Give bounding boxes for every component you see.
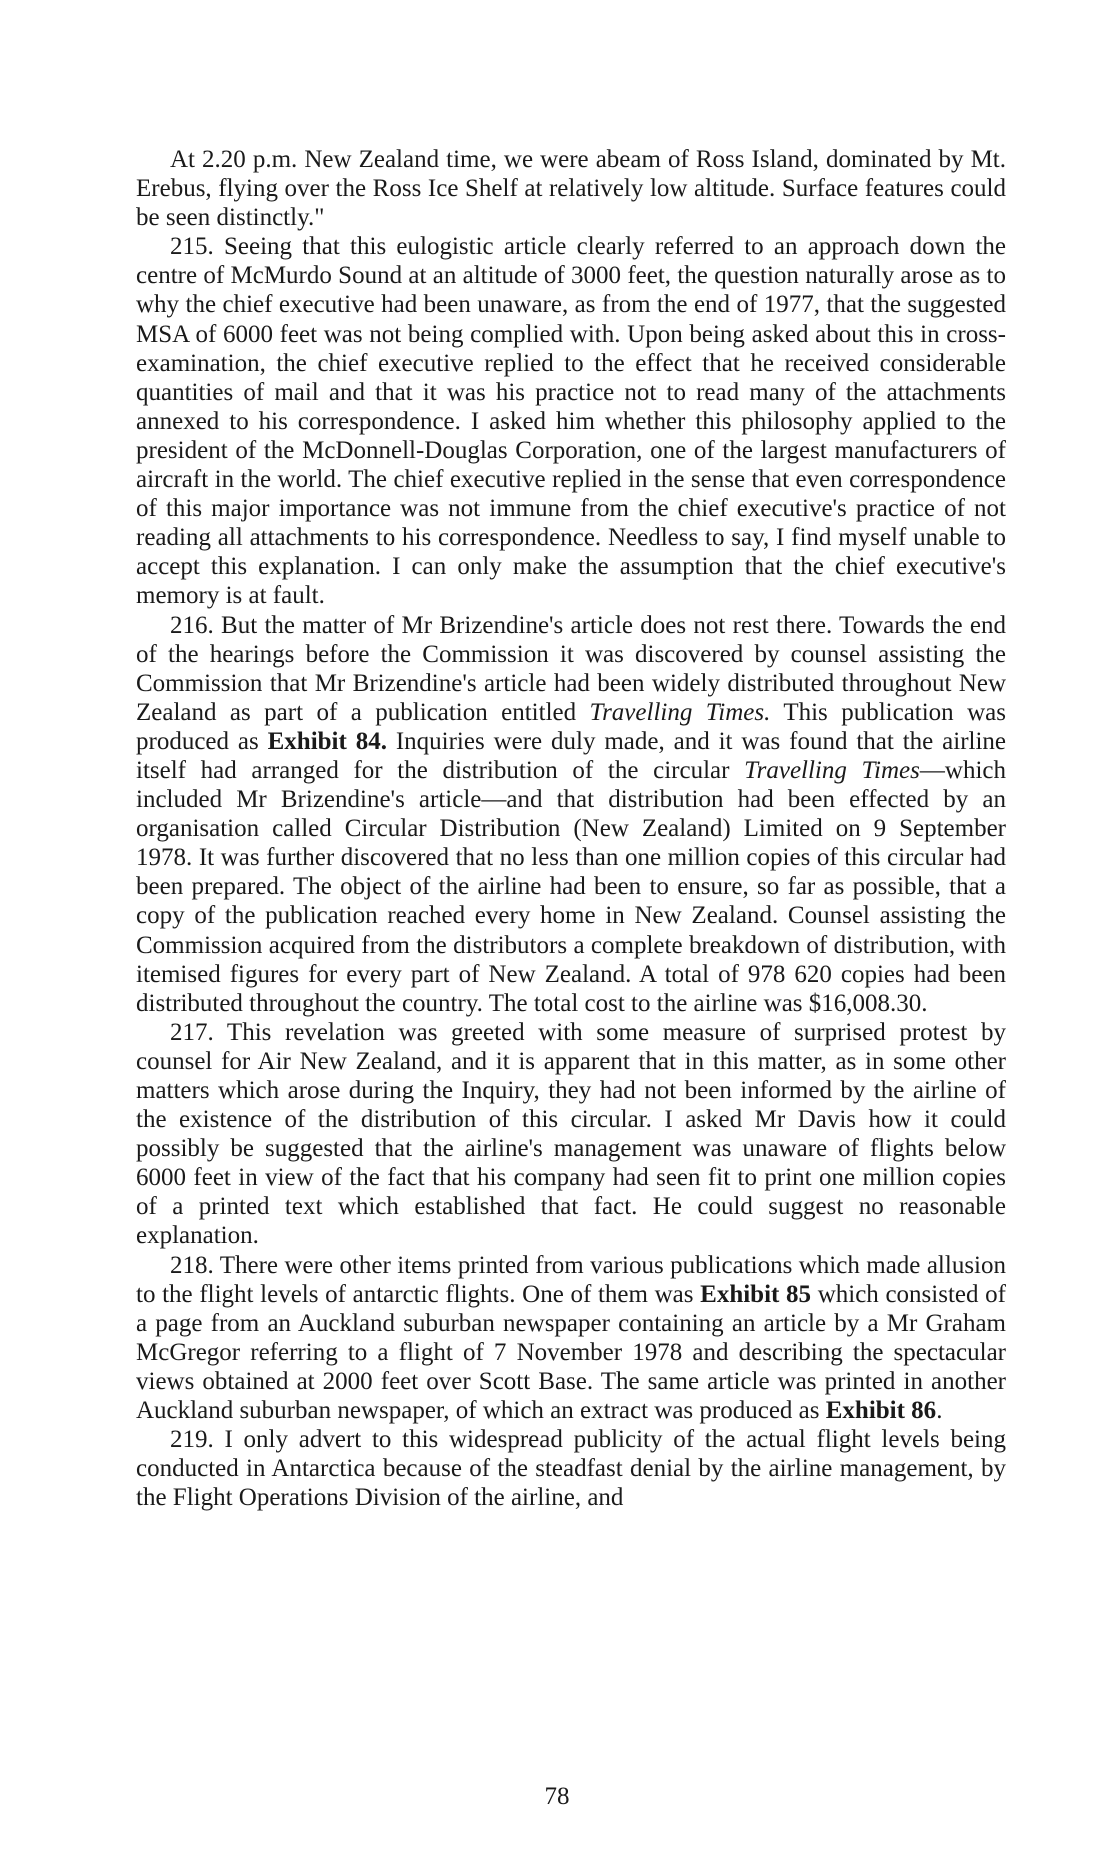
paragraph-219-text: 219. I only advert to this widespread publicity of the actual flight levels being conducted in Antarctica because of the steadfast denial by the airline management, by the Flight Operations Division of the airline, and [136,1426,1006,1512]
paragraph-216-part2: This publication was produced as [136,698,1006,755]
quote-text: At 2.20 p.m. New Zealand time, we were abeam of Ross Island, dominated by Mt. Erebus, flying over the Ross Ice Shelf at relatively low altitude. Surface features could be seen distinctly." [136,146,1006,232]
paragraph-215-text: 215. Seeing that this eulogistic article clearly referred to an approach down the centre of McMurdo Sound at an altitude of 3000 feet, the question naturally arose as to why the chief executive had been unaware, as from the end of 1977, that the suggested MSA of 6000 feet was not being complied with. Upon being asked about this in cross-examination, the chief executive replied to the effect that he received considerable quantities of mail and that it was his practice not to read many of the attachments annexed to his correspondence. I asked him whether this philosophy applied to the president of the McDonnell-Douglas Corporation, one of the largest manufacturers of aircraft in the world. The chief executive replied in the sense that even correspondence of this major importance was not immune from the chief executive's practice of not reading all attachments to his correspondence. Needless to say, I find myself unable to accept this explanation. I can only make the assumption that the chief executive's memory is at fault. [136,233,1006,610]
paragraph-218-part3: . [936,1397,943,1425]
paragraph-217-text: 217. This revelation was greeted with some measure of surprised protest by counsel for Air New Zealand, and it is apparent that in this matter, as in some other matters which arose during the Inquiry, they had not been informed by the airline of the existence of the distribution of this circular. I asked Mr Davis how it could possibly be suggested that the airline's management was unaware of flights below 6000 feet in view of the fact that his company had seen fit to print one million copies of a printed text which established that fact. He could suggest no reasonable explanation. [136,1018,1006,1250]
paragraph-218-part2: which consisted of a page from an Auckland suburban newspaper containing an article by a Mr Graham McGregor referring to a flight of 7 November 1978 and describing the spectacular views obtained at 2000 feet over Scott Base. The same article was printed in another Auckland suburban newspaper, of which an extract was produced as [136,1280,1006,1425]
exhibit-84: Exhibit 84. [267,727,387,755]
paragraph-218-part1: 218. There were other items printed from various publications which made allusion to the flight levels of antarctic flights. One of them was [136,1251,1006,1308]
document-body [136,145,1006,1512]
quote-paragraph [136,145,1006,232]
paragraph-216-part4: —which included Mr Brizendine's article—and that distribution had been effected by an organisation called Circular Distribution (New Zealand) Limited on 9 September 1978. It was further discovered that no less than one million copies of this circular had been prepared. The object of the airline had been to ensure, so far as possible, that a copy of the publication reached every home in New Zealand. Counsel assisting the Commission acquired from the distributors a complete breakdown of distribution, with itemised figures for every part of New Zealand. A total of 978 620 copies had been distributed throughout the country. The total cost to the airline was $16,008.30. [136,756,1006,1017]
paragraph-218 [136,1251,1006,1426]
exhibit-86: Exhibit 86 [825,1397,937,1425]
paragraph-216-part3: Inquiries were duly made, and it was found that the airline itself had arranged for the distribution of the circular [136,727,1007,784]
paragraph-216-part1: 216. But the matter of Mr Brizendine's article does not rest there. Towards the end of the hearings before the Commission it was discovered by counsel assisting the Commission that Mr Brizendine's article had been widely distributed throughout New Zealand as part of a publication entitled [136,611,1006,726]
exhibit-85: Exhibit 85 [700,1280,812,1308]
page-number: 78 [544,1783,570,1810]
paragraph-219 [136,1425,1006,1512]
paragraph-215 [136,232,1006,610]
publication-title: Travelling Times. [589,698,771,726]
publication-title-2: Travelling Times [744,756,920,784]
paragraph-217 [136,1018,1006,1251]
paragraph-216 [136,611,1006,1018]
